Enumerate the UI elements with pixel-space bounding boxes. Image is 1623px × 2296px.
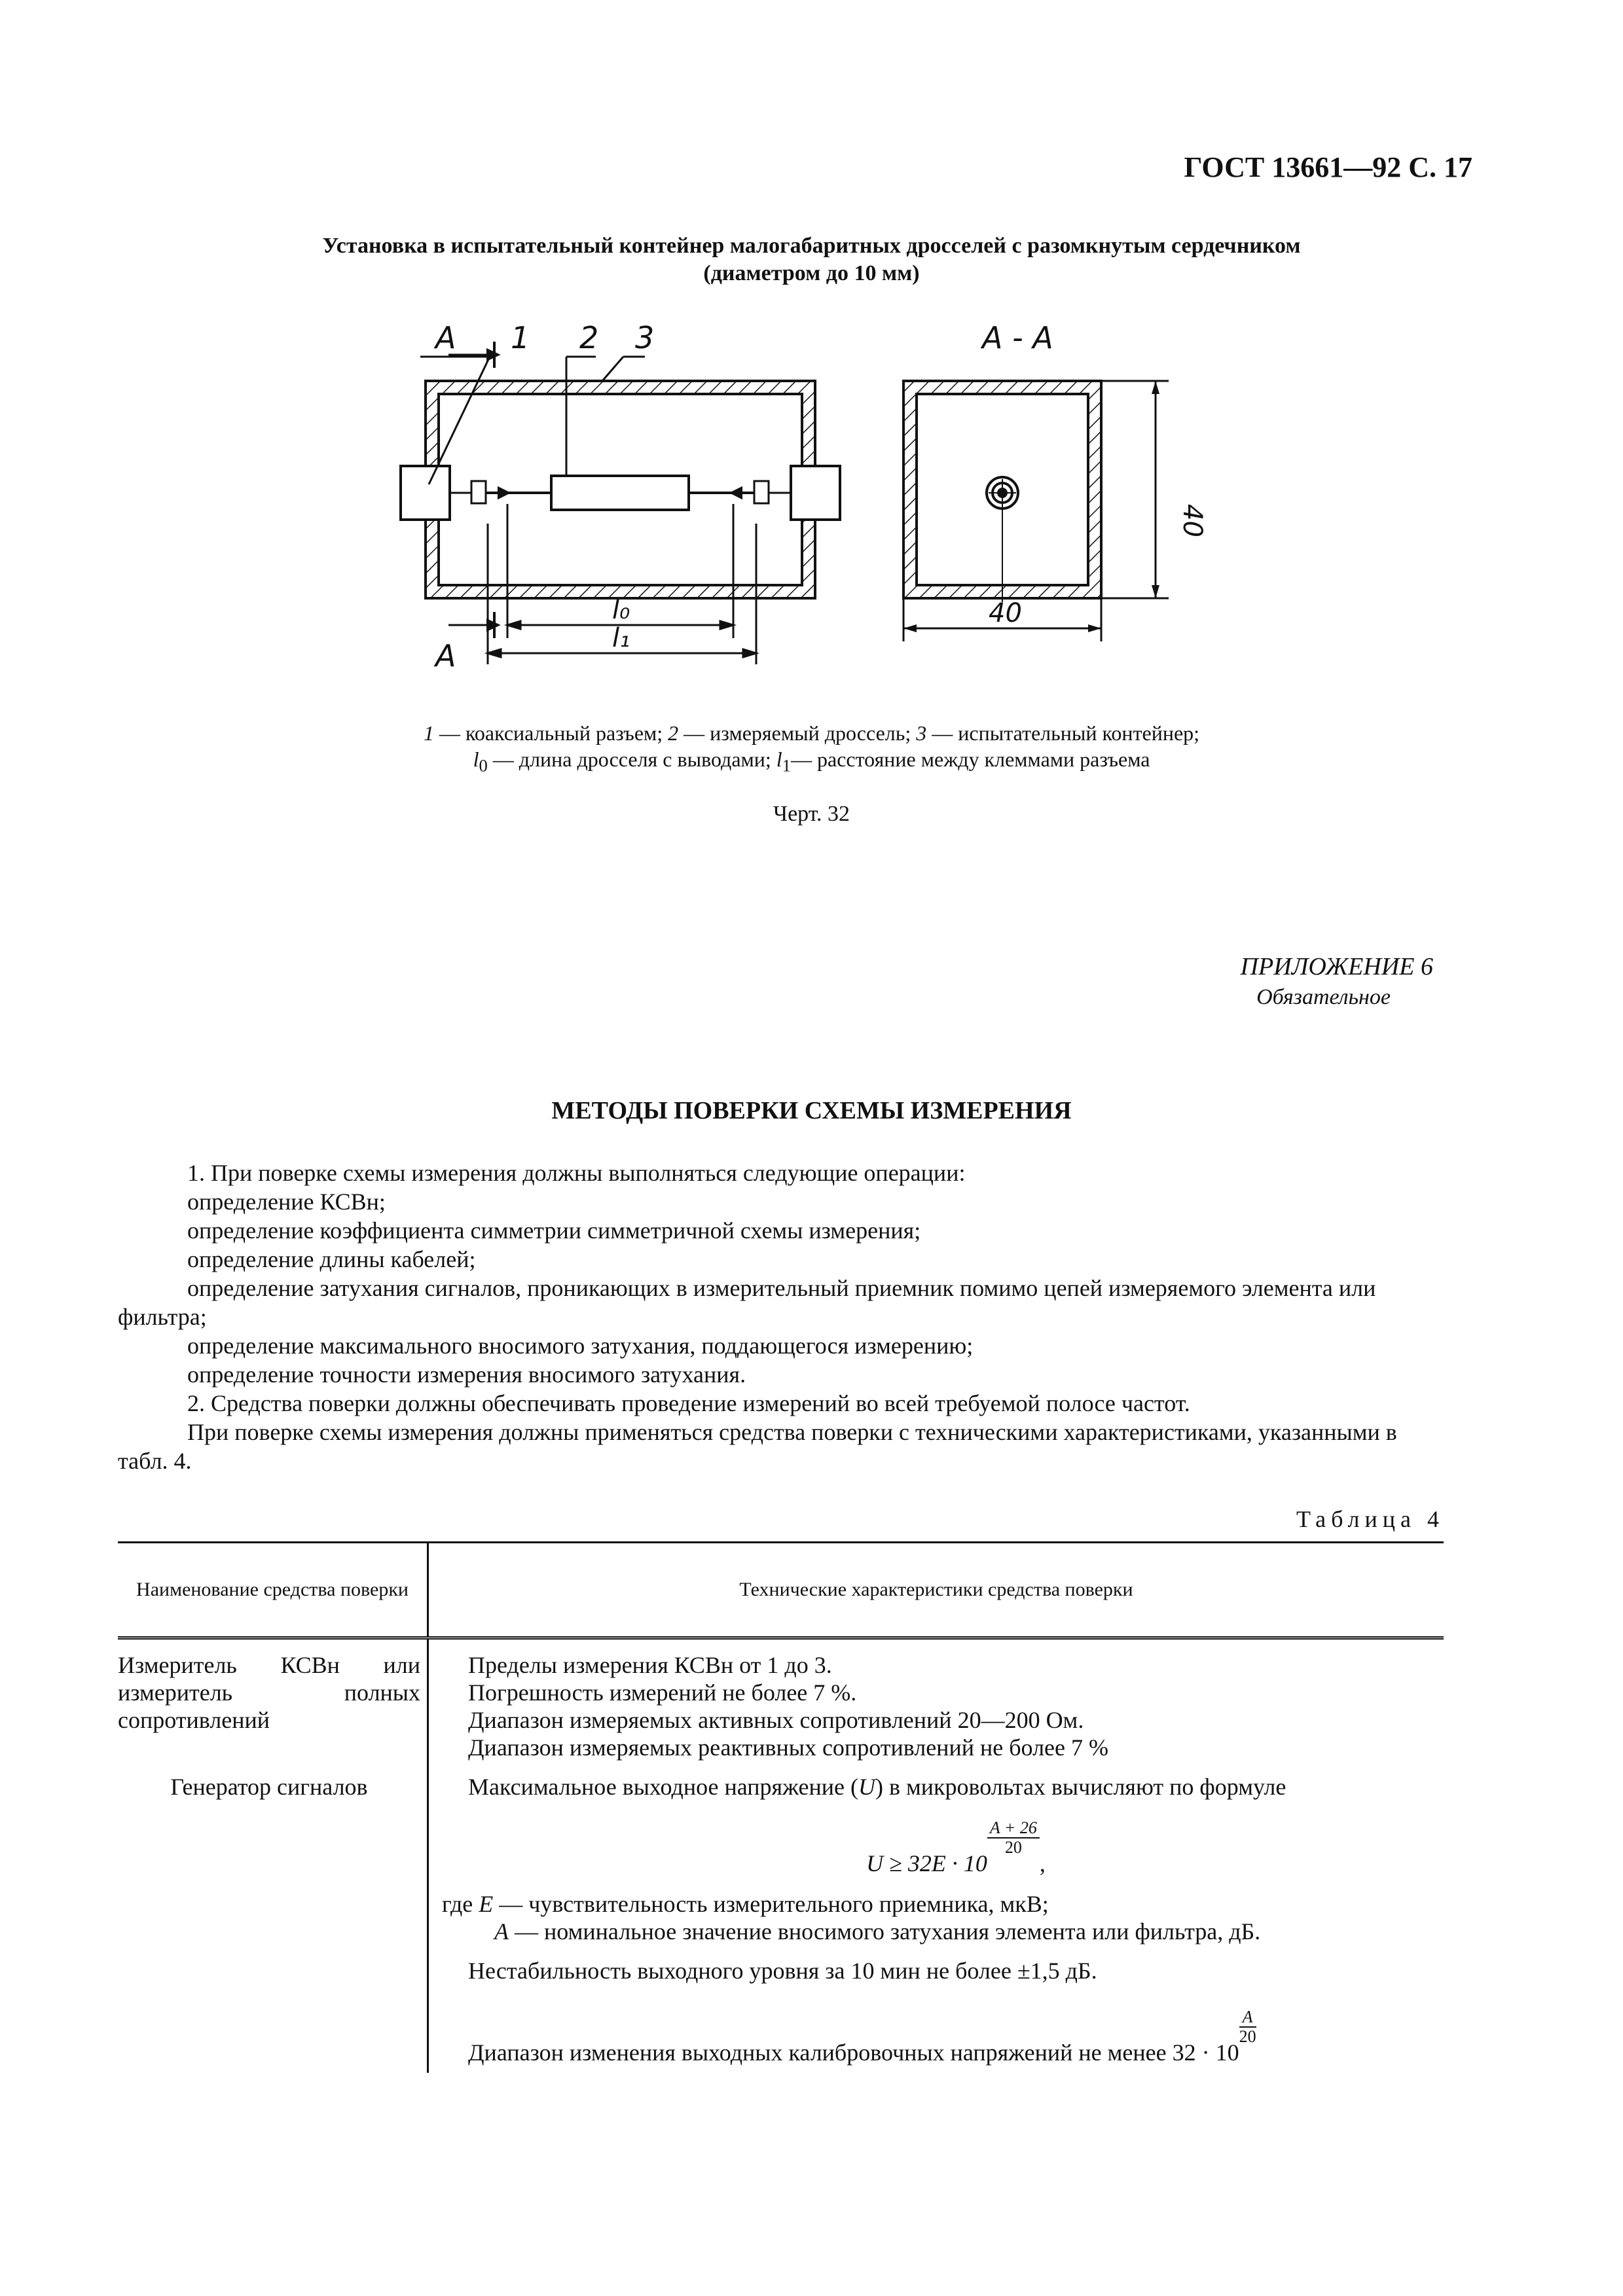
legend-text-l0: — длина дросселя с выводами; <box>487 747 776 771</box>
legend-number-1: 1 <box>423 721 434 745</box>
variable-u: U <box>858 1774 875 1800</box>
instability-line: Нестабильность выходного уровня за 10 мин не более ±1,5 дБ. <box>468 1958 1097 1984</box>
formula-intro <box>468 1773 1444 1801</box>
paragraph-1: 1. При поверке схемы измерения должны выполняться следующие операции: <box>187 1160 966 1186</box>
range-line <box>468 2008 1444 2066</box>
table-header-characteristics: Технические характеристики средства поверки <box>428 1543 1444 1638</box>
characteristic-line: Диапазон измеряемых активных сопротивлений 20—200 Ом. <box>468 1707 1084 1733</box>
paragraph-2: 2. Средства поверки должны обеспечивать проведение измерений во всей требуемой полосе частот. <box>187 1390 1190 1416</box>
container-front-view <box>401 381 840 598</box>
table-header-name: Наименование средства поверки <box>118 1543 428 1638</box>
section-title: МЕТОДЫ ПОВЕРКИ СХЕМЫ ИЗМЕРЕНИЯ <box>551 1097 1072 1124</box>
where-e-line <box>442 1890 1444 1918</box>
position-label-1: 1 <box>511 320 530 355</box>
where-a-line <box>494 1918 1444 1945</box>
table-4 <box>118 1541 1444 2073</box>
legend-sub-0: 0 <box>479 755 488 776</box>
legend-line-2 <box>0 746 1623 778</box>
text-part: Максимальное выходное напряжение ( <box>468 1774 858 1800</box>
legend-number-2: 2 <box>668 721 679 745</box>
operation-item: определение длины кабелей; <box>187 1246 476 1272</box>
legend-number-3: 3 <box>916 721 927 745</box>
technical-drawing <box>380 308 1218 700</box>
operation-item: определение КСВн; <box>187 1189 386 1215</box>
where-prefix: где <box>442 1891 479 1917</box>
legend-text-l1: — расстояние между клеммами разъема <box>791 747 1150 771</box>
legend-sub-1: 1 <box>782 755 791 776</box>
section-title-label: А - А <box>982 320 1053 355</box>
section-mark-bottom: А <box>435 638 456 673</box>
legend-text-3: — испытательный контейнер; <box>926 721 1200 745</box>
characteristic-line: Пределы измерения КСВн от 1 до 3. <box>468 1652 832 1678</box>
figure-title-line2: (диаметром до 10 мм) <box>703 261 920 285</box>
figure-title-line1: Установка в испытательный контейнер малогабаритных дросселей с разомкнутым сердечником <box>322 234 1301 258</box>
range-text: Диапазон изменения выходных калибровочных напряжений не менее 32 · 10 <box>468 2039 1239 2066</box>
dimension-label-l0: l₀ <box>612 595 630 625</box>
position-label-3: 3 <box>635 320 655 355</box>
characteristic-line: Погрешность измерений не более 7 %. <box>468 1679 857 1706</box>
position-label-2: 2 <box>579 320 599 355</box>
legend-var-l1: l <box>776 747 782 771</box>
text-part: ) в микровольтах вычисляют по формуле <box>875 1774 1286 1800</box>
paragraph-3: При поверке схемы измерения должны применяться средства поверки с техническими характеристиками, указанными в табл. 4. <box>118 1419 1397 1474</box>
table-label: Таблица 4 <box>1296 1506 1444 1532</box>
exponent-numerator: A + 26 <box>987 1819 1040 1839</box>
formula-lhs: U ≥ 32E · 10 <box>866 1850 987 1876</box>
variable-e: E <box>479 1891 494 1917</box>
operation-item: определение коэффициента симметрии симметричной схемы измерения; <box>187 1217 921 1244</box>
table-cell-characteristics <box>428 1761 1444 2073</box>
table-row <box>118 1761 1444 2073</box>
legend-text-2: — измеряемый дроссель; <box>678 721 917 745</box>
operation-item: определение точности измерения вносимого затухания. <box>187 1361 746 1388</box>
table-row <box>118 1638 1444 1762</box>
legend-var-l0: l <box>473 747 479 771</box>
range-exponent <box>1239 2008 1256 2046</box>
appendix-title: ПРИЛОЖЕНИЕ 6 <box>1240 953 1433 980</box>
page-header: ГОСТ 13661—92 С. 17 <box>1184 151 1472 183</box>
legend-line-1 <box>0 720 1623 746</box>
exponent-denominator: 20 <box>1239 2027 1256 2046</box>
figure-legend <box>0 720 1623 778</box>
table-cell-characteristics <box>428 1638 1444 1762</box>
formula-tail: , <box>1039 1850 1046 1876</box>
operation-item: определение максимального вносимого затухания, поддающегося измерению; <box>187 1333 974 1359</box>
dimension-label-height: 40 <box>1177 504 1207 537</box>
table-cell-name: Генератор сигналов <box>118 1761 428 2073</box>
body-text <box>118 1158 1444 1475</box>
dimension-label-l1: l₁ <box>612 623 630 653</box>
variable-a: A <box>494 1918 509 1945</box>
where-e-text: — чувствительность измерительного приемника, мкВ; <box>493 1891 1049 1917</box>
container-section-view <box>903 381 1169 641</box>
formula-exponent <box>987 1819 1040 1857</box>
dimension-label-width: 40 <box>989 598 1022 628</box>
section-mark-top: А <box>435 320 456 355</box>
operation-item: определение затухания сигналов, проникающих в измерительный приемник помимо цепей измеряемого элемента или фильтра; <box>118 1275 1376 1330</box>
figure-title <box>0 232 1623 287</box>
formula <box>468 1819 1444 1877</box>
table-header-row <box>118 1543 1444 1638</box>
characteristic-line: Диапазон измеряемых реактивных сопротивлений не более 7 % <box>468 1734 1108 1761</box>
where-a-text: — номинальное значение вносимого затухания элемента или фильтра, дБ. <box>509 1918 1261 1945</box>
legend-text-1: — коаксиальный разъем; <box>433 721 668 745</box>
table-cell-name: Измеритель КСВн или измеритель полных сопротивлений <box>118 1638 428 1762</box>
figure-caption: Черт. 32 <box>773 802 850 826</box>
appendix-subtitle: Обязательное <box>1256 985 1391 1009</box>
exponent-numerator: A <box>1239 2008 1256 2028</box>
exponent-denominator: 20 <box>1004 1838 1022 1857</box>
